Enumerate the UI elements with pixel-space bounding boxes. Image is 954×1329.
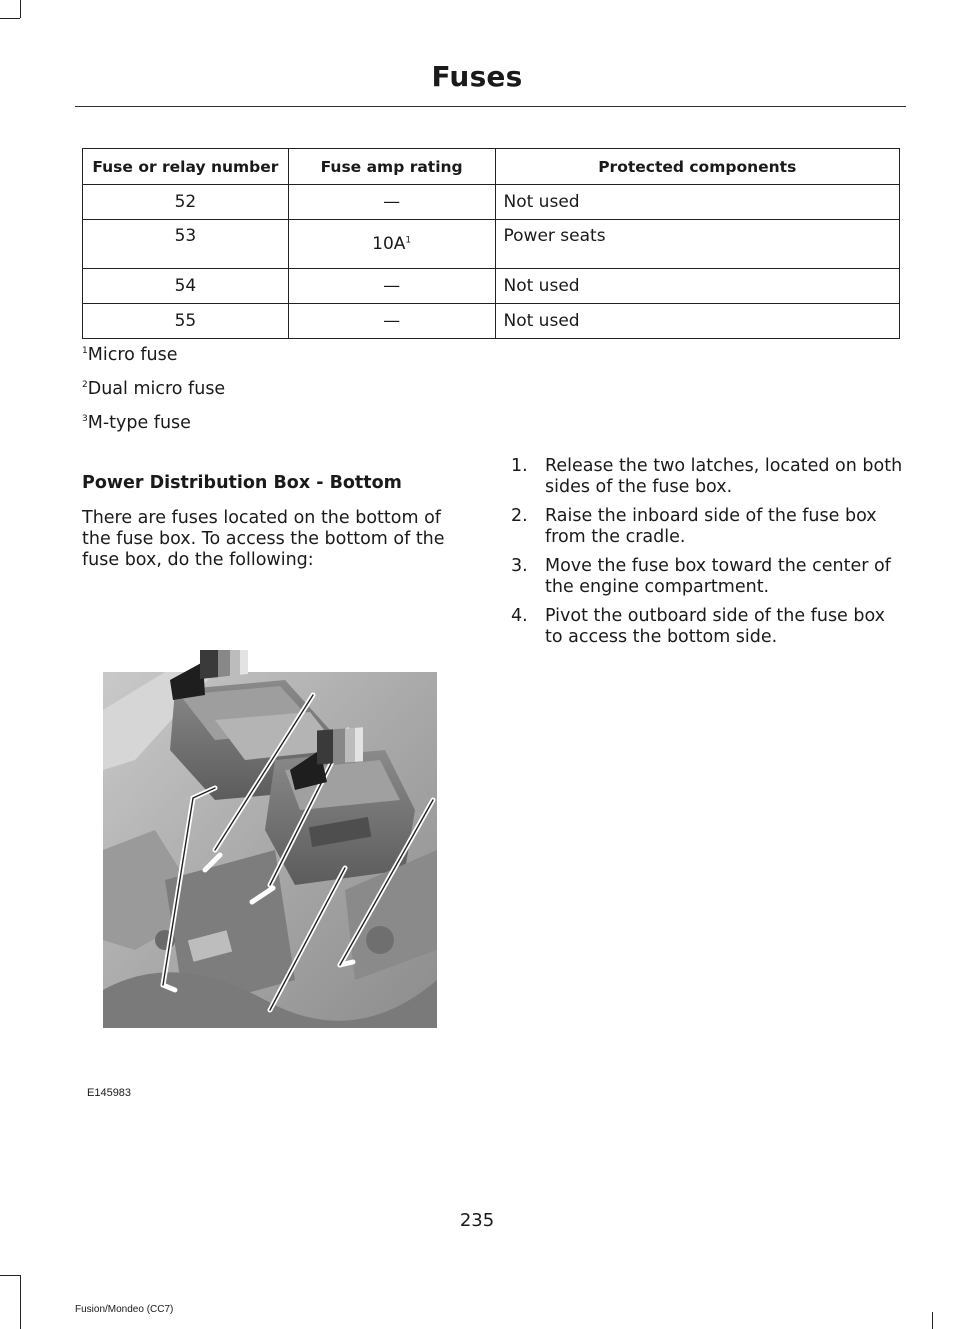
protected-component: Not used — [495, 269, 900, 304]
page-number: 235 — [459, 1210, 495, 1231]
protected-component: Not used — [495, 304, 900, 339]
fuse-rating: — — [288, 304, 495, 339]
table-header-row — [83, 149, 900, 185]
column-header: Protected components — [495, 149, 900, 185]
crop-mark — [20, 0, 21, 18]
footnote — [82, 345, 178, 365]
footnote — [82, 379, 225, 399]
fuse-rating-cell — [288, 220, 495, 269]
step-text: Raise the inboard side of the fuse box from the cradle. — [545, 506, 877, 547]
fuse-box-icon — [95, 650, 440, 1030]
page-title: Fuses — [431, 60, 523, 93]
crop-mark — [0, 18, 20, 19]
column-header: Fuse or relay number — [83, 149, 289, 185]
step-item — [511, 606, 906, 648]
step-item — [511, 456, 906, 498]
footnote-text: Dual micro fuse — [87, 379, 226, 399]
section-intro: There are fuses located on the bottom of the fuse box. To access the bottom of the fuse box, do the following: — [82, 508, 445, 570]
fuse-number: 54 — [83, 269, 289, 304]
crop-mark — [20, 1275, 21, 1329]
steps-list — [511, 456, 906, 656]
figure-code: E145983 — [87, 1087, 132, 1099]
footnote-mark: 2 — [82, 380, 88, 391]
table-row — [83, 185, 900, 220]
footnote-ref: 1 — [405, 235, 412, 246]
step-number: 3. — [511, 556, 528, 576]
section-heading: Power Distribution Box - Bottom — [82, 473, 402, 493]
footnote-text: Micro fuse — [87, 345, 178, 365]
crop-mark — [932, 1312, 933, 1329]
fuse-rating: — — [288, 269, 495, 304]
fuse-number: 52 — [83, 185, 289, 220]
footnote-mark: 3 — [82, 414, 88, 425]
footnote-text: M-type fuse — [87, 413, 191, 433]
title-divider — [75, 106, 906, 107]
step-number: 1. — [511, 456, 528, 476]
footnote — [82, 413, 191, 433]
fuse-box-illustration — [95, 650, 440, 1030]
table-row — [83, 304, 900, 339]
table-row — [83, 269, 900, 304]
step-number: 4. — [511, 606, 528, 626]
step-text: Release the two latches, located on both sides of the fuse box. — [545, 456, 903, 497]
footnote-mark: 1 — [82, 346, 88, 357]
step-item — [511, 506, 906, 548]
column-header: Fuse amp rating — [288, 149, 495, 185]
step-item — [511, 556, 906, 598]
fuse-rating: — — [288, 185, 495, 220]
table-row — [83, 220, 900, 269]
step-text: Move the fuse box toward the center of the engine compartment. — [545, 556, 891, 597]
footer-model: Fusion/Mondeo (CC7) — [75, 1304, 174, 1315]
protected-component: Not used — [495, 185, 900, 220]
fuse-rating: 10A — [372, 234, 406, 254]
protected-component: Power seats — [495, 220, 900, 269]
step-text: Pivot the outboard side of the fuse box to access the bottom side. — [545, 606, 886, 647]
fuse-number: 53 — [83, 220, 289, 269]
crop-mark — [0, 1275, 20, 1276]
step-number: 2. — [511, 506, 528, 526]
fuse-number: 55 — [83, 304, 289, 339]
fuse-table — [82, 148, 900, 339]
